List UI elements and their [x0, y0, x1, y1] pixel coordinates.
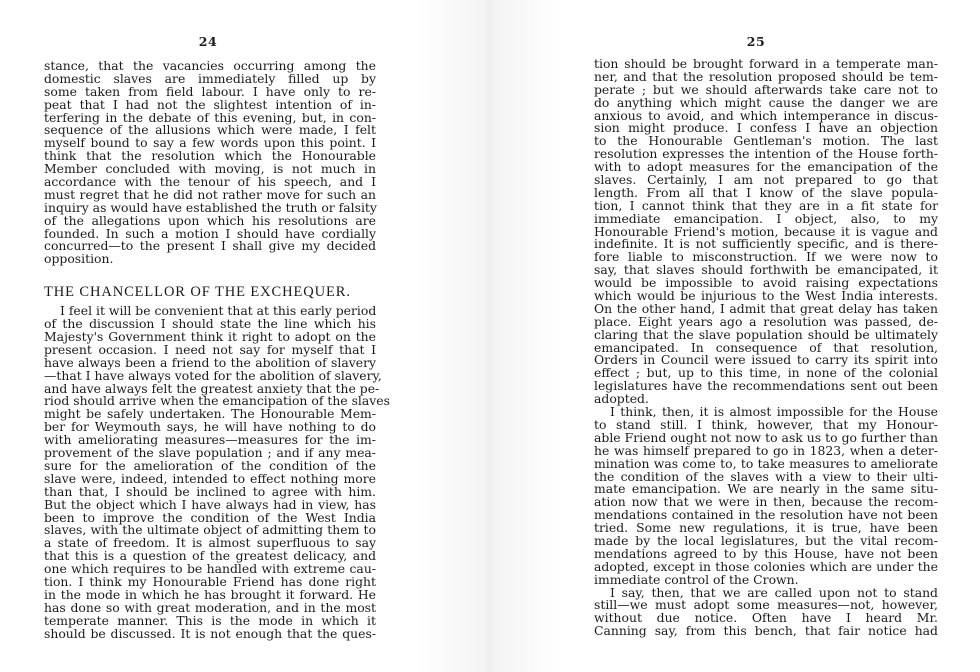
page-body	[594, 58, 938, 638]
text-line: ation now that we were in then, because the recom-	[594, 494, 938, 510]
text-line: sion might produce. I confess I have an objection	[594, 120, 938, 136]
text-line: slaves. Certainly, I am not prepared to go that	[594, 172, 938, 188]
text-line: mination was come to, to take measures to ameliorate	[594, 455, 938, 471]
page-body	[44, 58, 390, 641]
text-line: perate ; but we should afterwards take care not to	[594, 81, 938, 97]
page-number: 24	[198, 34, 218, 49]
text-line: tion should be brought forward in a temperate man-	[594, 56, 938, 71]
text-line: able Friend ought not now to ask us to go further than	[594, 429, 938, 445]
text-line: anxious to avoid, and which intemperance in discus-	[594, 107, 938, 123]
text-line: do anything which might cause the danger we are	[594, 94, 938, 110]
text-line: to stand still. I think, however, that my Honour-	[594, 416, 938, 432]
paragraph	[44, 60, 376, 266]
text-line: been to improve the condition of the West India	[44, 509, 376, 525]
text-line: still—we must adopt some measures—not, however,	[594, 597, 938, 613]
text-line: Canning say, from this bench, that fair notice had	[594, 623, 938, 639]
text-line: stance, that the vacancies occurring among the	[44, 58, 376, 73]
text-line: might be safely undertaken. The Honourable Mem-	[44, 406, 376, 422]
text-line: I say, then, that we are called upon not to stand	[610, 584, 938, 600]
speaker-heading: THE CHANCELLOR OF THE EXCHEQUER.	[44, 284, 351, 301]
text-line: accordance with the tenour of his speech, and I	[44, 174, 376, 190]
text-line: slaves, with the ultimate object of admitting them to	[44, 522, 376, 538]
text-line: mate emancipation. We are nearly in the same situ-	[594, 481, 938, 497]
text-line: the condition of the slaves with a view to their ulti-	[594, 468, 938, 484]
text-line: peat that I had not the slightest intention of in-	[44, 96, 376, 112]
text-line: concurred—to the present I shall give my decided	[44, 238, 376, 254]
text-line: should be discussed. It is not enough that the ques-	[44, 625, 376, 641]
text-line: would be impossible to avoid raising expectations	[594, 275, 938, 291]
right-page	[560, 0, 980, 672]
text-line: adopted, except in those colonies which are under the	[594, 558, 938, 574]
text-line: myself bound to say a few words upon this point. I	[44, 135, 376, 151]
left-page	[0, 0, 420, 672]
text-line: fore liable to misconstruction. If we were now to	[594, 249, 938, 265]
text-line: some taken from field labour. I have only to re-	[44, 83, 376, 99]
text-line: I think, then, it is almost impossible for the House	[610, 404, 938, 420]
text-line: Orders in Council were issued to carry its spirit into	[594, 352, 938, 368]
paragraph	[44, 303, 390, 641]
text-line: founded. In such a motion I should have cordially	[44, 225, 376, 241]
text-line: tion, I cannot think that they are in a fit state for	[594, 197, 938, 213]
text-line: inquiry as would have established the truth or falsity	[44, 199, 377, 215]
book-gutter	[419, 0, 560, 672]
text-line: tion. I think my Honourable Friend has done right	[44, 573, 376, 589]
text-line: resolution expresses the intention of the House forth-	[594, 146, 938, 162]
paragraph	[594, 58, 938, 406]
text-line: has done so with great moderation, and in the most	[44, 599, 376, 615]
text-line: terfering in the debate of this evening, but, in con-	[44, 109, 376, 125]
text-line: But the object which I have always had in view, has	[44, 496, 376, 512]
text-line: think that the resolution which the Honourable	[44, 148, 376, 164]
text-line: sequence of the allusions which were made, I felt	[44, 122, 376, 138]
text-line: domestic slaves are immediately filled up by	[44, 70, 376, 86]
text-line: temperate manner. This is the mode in which it	[44, 612, 376, 628]
text-line: indefinite. It is not sufficiently specific, and is there-	[594, 236, 938, 252]
text-line: claring that the slave population should be ultimately	[594, 326, 938, 342]
text-line: —that I have always voted for the abolition of slavery,	[44, 367, 382, 383]
text-line: tried. Some new regulations, it is true, have been	[594, 520, 938, 536]
text-line: Member concluded with moving, is not much in	[44, 161, 376, 177]
text-line: Majesty's Government think it right to adopt on the	[44, 329, 376, 345]
text-line: he was himself prepared to go in 1823, when a deter-	[594, 442, 938, 458]
text-line: to the Honourable Gentleman's motion. The last	[594, 133, 938, 149]
text-line: I feel it will be convenient that at this early period	[60, 303, 377, 319]
text-line: made by the local legislatures, but the vital recom-	[594, 532, 938, 548]
text-line: place. Eight years ago a resolution was passed, de-	[594, 313, 938, 329]
text-line: immediate emancipation. I object, also, to my	[594, 210, 938, 226]
text-line: adopted.	[594, 391, 649, 407]
paragraph	[594, 406, 938, 586]
paragraph	[594, 584, 938, 639]
text-line: must regret that he did not rather move for such an	[44, 186, 376, 202]
text-line: a state of freedom. It is almost superfluous to say	[44, 535, 376, 551]
text-line: riod should arrive when the emancipation of the slaves	[44, 393, 390, 409]
text-line: effect ; but, up to this time, in none of the colonial	[594, 365, 938, 381]
text-line: emancipated. In consequence of that resolution,	[594, 339, 938, 355]
text-line: legislatures have the recommendations sent out been	[594, 378, 938, 394]
text-line: ber for Weymouth says, he will have nothing to do	[44, 419, 376, 435]
text-line: with to adopt measures for the emancipation of the	[594, 159, 938, 175]
text-line: than that, I should be inclined to agree with him.	[44, 483, 376, 499]
text-line: and have always felt the greatest anxiety that the pe-	[44, 380, 380, 396]
text-line: mendations agreed to by this House, have not been	[594, 545, 938, 561]
text-line: ner, and that the resolution proposed should be tem-	[594, 68, 938, 84]
text-line: slave were, indeed, intended to effect nothing more	[44, 470, 376, 486]
text-line: length. From all that I know of the slave popula-	[594, 184, 938, 200]
text-line: without due notice. Often have I heard Mr.	[594, 610, 938, 626]
text-line: in the mode in which he has brought it forward. He	[44, 586, 376, 602]
text-line: say, that slaves should forthwith be emancipated, it	[594, 262, 938, 278]
text-line: one which requires to be handled with extreme cau-	[44, 561, 376, 577]
text-line: have always been a friend to the abolition of slavery	[44, 354, 376, 370]
text-line: sure for the amelioration of the condition of the	[44, 457, 376, 473]
text-line: immediate control of the Crown.	[594, 571, 799, 587]
text-line: of the discussion I should state the line which his	[44, 316, 376, 332]
text-line: which would be injurious to the West India interests.	[594, 288, 938, 304]
text-line: opposition.	[44, 251, 114, 267]
text-line: Honourable Friend's motion, because it is vague and	[594, 223, 938, 239]
page-number: 25	[746, 34, 766, 49]
text-line: present occasion. I need not say for myself that I	[44, 341, 376, 357]
text-line: mendations contained in the resolution have not been	[594, 507, 938, 523]
text-line: On the other hand, I admit that great delay has taken	[594, 300, 938, 316]
text-line: with ameliorating measures—measures for the im-	[44, 432, 376, 448]
text-line: of the allegations upon which his resolutions are	[44, 212, 376, 228]
text-line: provement of the slave population ; and if any mea-	[44, 445, 376, 461]
text-line: that this is a question of the greatest delicacy, and	[44, 548, 376, 564]
